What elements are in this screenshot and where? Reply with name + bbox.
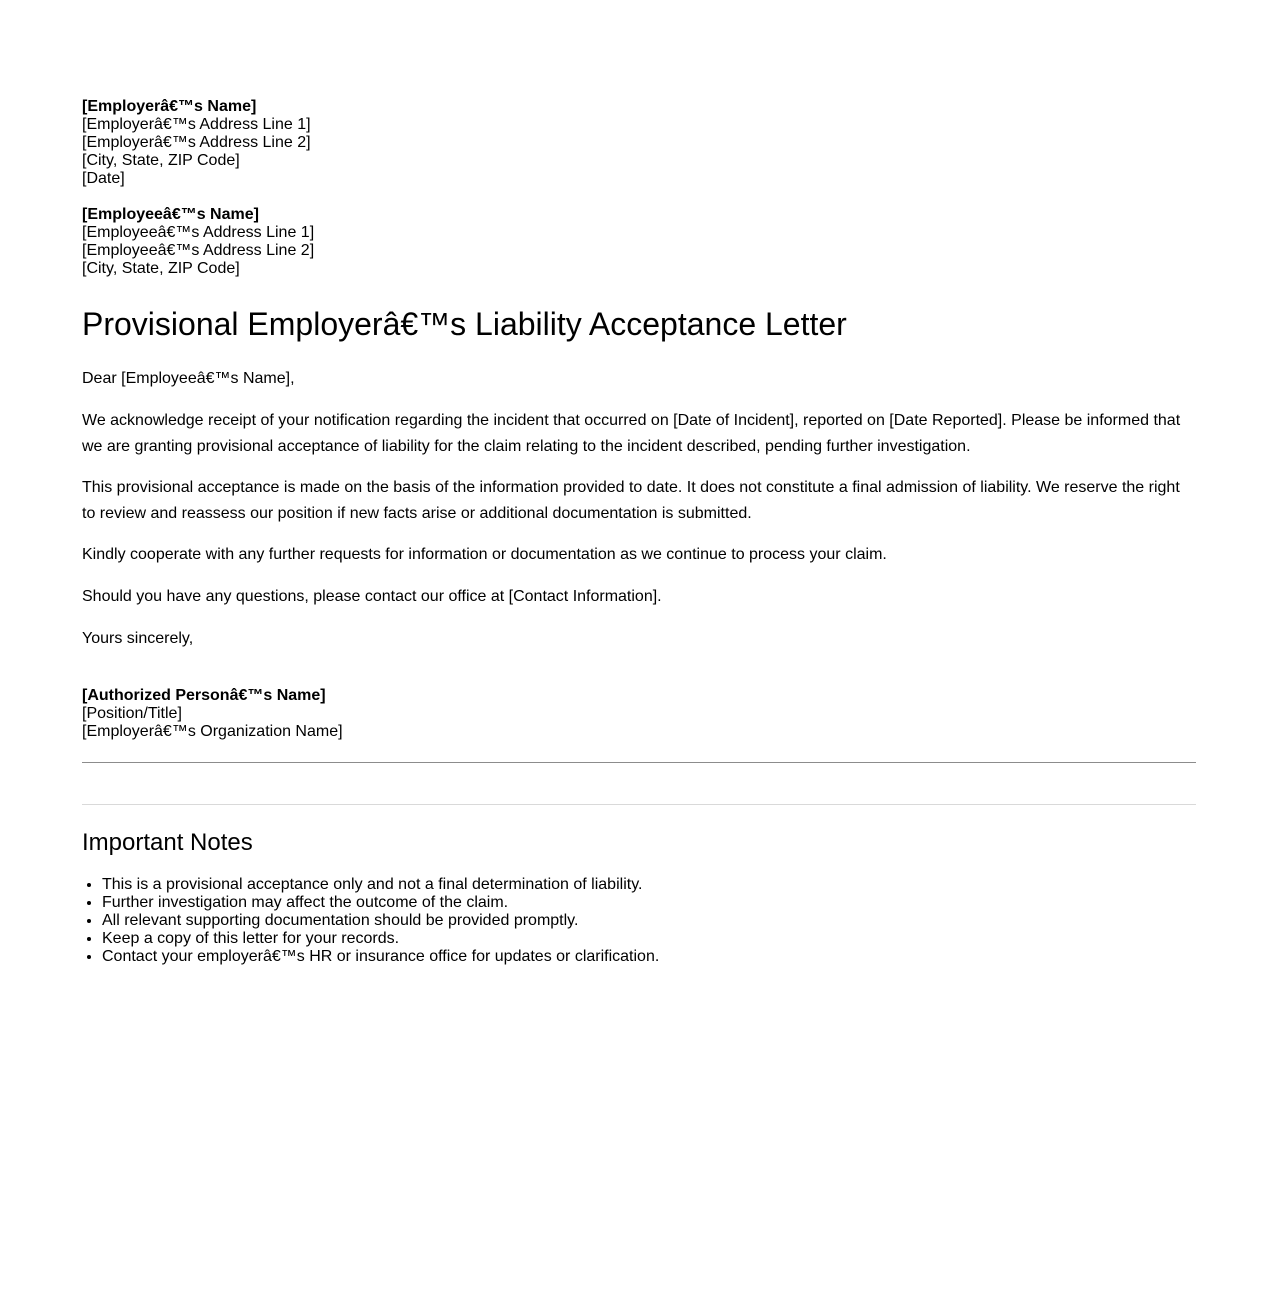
letter-body [82,366,1196,652]
letter-title: Provisional Employerâ€™s Liability Acceptance Letter [82,306,847,342]
body-paragraph: Should you have any questions, please contact our office at [Contact Information]. [82,588,662,605]
employee-address-block [82,206,1196,278]
employer-address-line-2: [Employerâ€™s Address Line 2] [82,134,311,151]
employee-address-line-1: [Employeeâ€™s Address Line 1] [82,224,315,241]
employer-name: [Employerâ€™s Name] [82,98,257,115]
employer-address-block [82,98,1196,188]
list-item: • All relevant supporting documentation should be provided promptly. [102,912,1196,930]
signature-block [82,687,1196,741]
list-item: • Further investigation may affect the outcome of the claim. [102,894,1196,912]
list-item: • Keep a copy of this letter for your records. [102,930,1196,948]
employer-city-state-zip: [City, State, ZIP Code] [82,152,240,169]
body-paragraph: We acknowledge receipt of your notification regarding the incident that occurred on [Date of Incident], reported on [Date Reported]. Please be informed that we are granting provisional acceptance of liability for the claim relating to the incident described, pending further investigation. [82,412,1181,455]
employee-city-state-zip: [City, State, ZIP Code] [82,260,240,277]
letter-date: [Date] [82,170,125,187]
notes-title: Important Notes [82,829,253,856]
divider [82,804,1196,805]
signatory-position: [Position/Title] [82,705,182,722]
list-item: • This is a provisional acceptance only and not a final determination of liability. [102,876,1196,894]
list-item: • Contact your employerâ€™s HR or insurance office for updates or clarification. [102,948,1196,966]
signatory-organization: [Employerâ€™s Organization Name] [82,723,343,740]
body-paragraph: This provisional acceptance is made on the basis of the information provided to date. It does not constitute a final admission of liability. We reserve the right to review and reassess our position if new facts arise or additional documentation is submitted. [82,479,1180,522]
employee-name: [Employeeâ€™s Name] [82,206,259,223]
notes-list [82,876,1196,966]
signatory-name: [Authorized Personâ€™s Name] [82,687,326,704]
salutation: Dear [Employeeâ€™s Name], [82,370,295,387]
body-paragraph: Kindly cooperate with any further requests for information or documentation as we continue to process your claim. [82,546,887,563]
divider [82,762,1196,763]
employee-address-line-2: [Employeeâ€™s Address Line 2] [82,242,315,259]
employer-address-line-1: [Employerâ€™s Address Line 1] [82,116,311,133]
closing: Yours sincerely, [82,630,194,647]
